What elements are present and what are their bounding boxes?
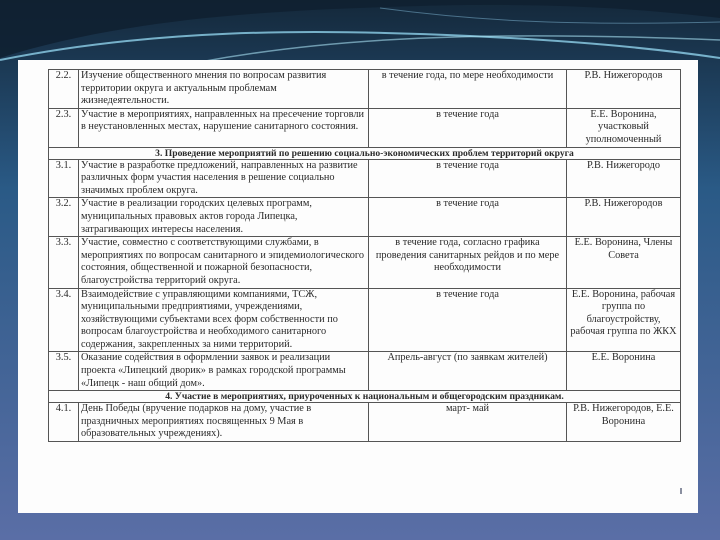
table-row <box>49 237 681 288</box>
table-row <box>49 108 681 147</box>
row-responsible: Е.Е. Воронина, Члены Совета <box>567 237 681 288</box>
row-deadline: в течение года <box>369 159 567 198</box>
row-number: 3.3. <box>49 237 79 288</box>
section-heading-row <box>49 147 681 159</box>
table-row <box>49 159 681 198</box>
row-deadline: март- май <box>369 403 567 442</box>
row-activity: Участие в реализации городских целевых программ, муниципальных правовых актов города Липецка, затрагивающих интересы населения. <box>79 198 369 237</box>
row-responsible: Р.В. Нижегородов <box>567 70 681 109</box>
row-deadline: в течение года <box>369 288 567 352</box>
row-activity: Оказание содействия в оформлении заявок и реализации проекта «Липецкий дворик» в рамках городской программы «Липецк - наш общий дом». <box>79 352 369 391</box>
table-row <box>49 403 681 442</box>
row-number: 3.1. <box>49 159 79 198</box>
row-activity: Участие, совместно с соответствующими службами, в мероприятиях по вопросам санитарного и эпидемиологического состояния, общественной и пожарной безопасности, благоустройства территорий округа. <box>79 237 369 288</box>
table-row <box>49 198 681 237</box>
table-row <box>49 70 681 109</box>
row-deadline: в течение года, по мере необходимости <box>369 70 567 109</box>
row-number: 3.4. <box>49 288 79 352</box>
row-deadline: в течение года <box>369 108 567 147</box>
row-responsible: Е.Е. Воронина, участковый уполномоченный <box>567 108 681 147</box>
table-row <box>49 352 681 391</box>
plan-table <box>48 69 681 442</box>
row-number: 3.5. <box>49 352 79 391</box>
row-responsible: Р.В. Нижегородов <box>567 198 681 237</box>
row-deadline: Апрель-август (по заявкам жителей) <box>369 352 567 391</box>
row-responsible: Е.Е. Воронина <box>567 352 681 391</box>
row-activity: Взаимодействие с управляющими компаниями, ТСЖ, муниципальными предприятиями, учреждениями, хозяйствующими субъектами всех форм собственности по вопросам благоустройства и необходимого санитарного содержания, закрепленных за ними территорий. <box>79 288 369 352</box>
row-activity: Участие в мероприятиях, направленных на пресечение торговли в неустановленных местах, нарушение санитарного состояния. <box>79 108 369 147</box>
table-row <box>49 288 681 352</box>
page-edge-mark <box>680 488 682 494</box>
row-responsible: Р.В. Нижегородов, Е.Е. Воронина <box>567 403 681 442</box>
section-heading-row <box>49 391 681 403</box>
row-number: 3.2. <box>49 198 79 237</box>
row-number: 4.1. <box>49 403 79 442</box>
row-activity: День Победы (вручение подарков на дому, участие в праздничных мероприятиях посвященных 9 Мая в образовательных учреждениях). <box>79 403 369 442</box>
row-number: 2.3. <box>49 108 79 147</box>
section-heading: 3. Проведение мероприятий по решению социально-экономических проблем территорий округа <box>49 147 681 159</box>
row-responsible: Е.Е. Воронина, рабочая группа по благоустройству, рабочая группа по ЖКХ <box>567 288 681 352</box>
row-activity: Участие в разработке предложений, направленных на развитие различных форм участия населения в решение социально значимых проблем округа. <box>79 159 369 198</box>
row-responsible: Р.В. Нижегородо <box>567 159 681 198</box>
row-number: 2.2. <box>49 70 79 109</box>
row-deadline: в течение года, согласно графика проведения санитарных рейдов и по мере необходимости <box>369 237 567 288</box>
section-heading: 4. Участие в мероприятиях, приуроченных к национальным и общегородским праздникам. <box>49 391 681 403</box>
row-activity: Изучение общественного мнения по вопросам развития территории округа и актуальным проблемам жизнедеятельности. <box>79 70 369 109</box>
row-deadline: в течение года <box>369 198 567 237</box>
